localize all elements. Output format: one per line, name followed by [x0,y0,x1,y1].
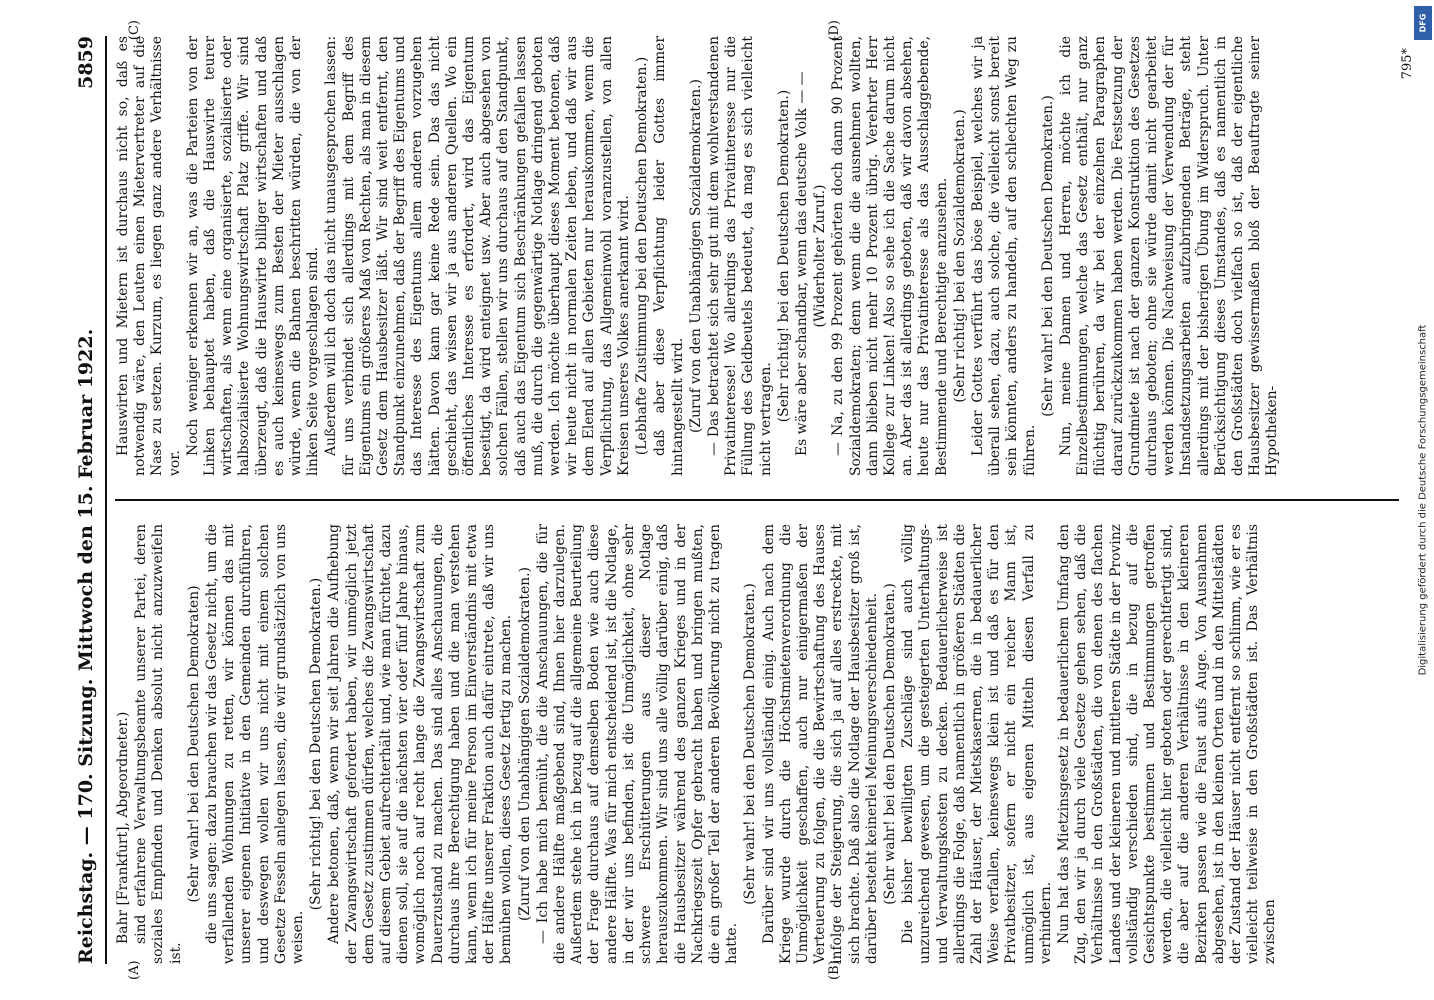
right-column-paragraph: Außerdem will ich doch das nicht unausgesprochen lassen: für uns verbindet sich allerdings mit dem Begriff des Eigentums ein größeres Maß von Rechten, als man in diesem Gesetz dem Hausbesitzer läßt. Wir sind weit entfernt, den Standpunkt einzunehmen, daß der Begriff des Eigentums und das Interesse des Eigentums allem anderen vorzugehen hätten. Davon kann gar keine Rede sein. Das das nicht geschieht, das wissen wir ja aus anderen Quellen. Wo ein öffentliches Interesse es erfordert, wird das Eigentum beseitigt, da wird enteignet usw. Aber auch abgesehen von solchen Fällen, stellen wir uns durchaus auf den Standpunkt, daß auch das Eigentum sich Beschränkungen gefallen lassen muß, die durch die gegenwärtige Notlage dringend geboten werden. Ich möchte überhaupt dieses Moment betonen, daß wir heute nicht in normalen Zeiten leben, und daß wir aus dem Elend auf allen Gebieten nur herauskommen, wenn die Verpflichtung, das Allgemeinwohl voranzustellen, von allen Kreisen unseres Volkes anerkannt wird. [323,36,632,476]
right-column-paragraph: (Sehr richtig! bei den Deutschen Demokraten.) [775,89,792,423]
right-column-paragraph: (Widerholter Zuruf.) [812,184,829,328]
left-column-paragraph: Die bisher bewilligten Zuschläge sind auch völlig unzureichend gewesen, um die gesteigerten Unterhaltungs- und Verwaltungskosten zu decken. Bedauerlicherweise ist allerdings die Folge, daß namentlich in größeren Städten die Zahl der Häuser, der Mietskasernen, die in bedauerlicher Weise verfallen, keineswegs klein ist und daß es für den Privatbesitzer, sofern er nicht ein reicher Mann ist, unmöglich ist, aus eigenen Mitteln diesen Verfall zu verhindern. [900,524,1054,964]
left-column-paragraph: Darüber sind wir uns vollständig einig. Auch nach dem Kriege wurde durch die Höchstmietenverordnung die Unmöglichkeit geschaffen, auch nur einigermaßen der Verteuerung zu folgen, die die Bewirtschaftung des Hauses infolge der Steigerung, die sich ja auf alles erstreckte, mit sich brachte. Daß also die Notlage der Hausbesitzer groß ist, darüber besteht keinerlei Meinungsverschiedenheit. [760,524,880,964]
left-column [115,524,1399,964]
dfg-badge [1414,6,1432,40]
marker-a: (A) [127,960,142,980]
digitization-text: Digitalisierung gefördert durch die Deutsche Forschungsgemeinschaft [1417,324,1429,676]
footer-mark: 795* [1400,48,1415,80]
right-column-paragraph: — Das betrachtet sich sehr gut mit dem wohlverstandenen Privatinteresse! Wo allerdings das Privatinteresse nur die Füllung des Geldbeutels bedeutet, da mag es sich vielleicht nicht vertragen. [705,36,774,476]
left-column-paragraph: Nun hat das Mietzinsgesetz in bedauerlichem Umfang den Zug, den wir ja durch viele Gesetze gehen sehen, daß die Verhältnisse in den Großstädten, die von denen des flachen Landes und der kleineren und mittleren Städte in der Provinz vollständig verschieden sind, die in bezug auf die Gesichtspunkte bestimmen und Bestimmungen getroffen werden, die vielleicht hier geboten oder gerechtfertigt sind, die aber auf die anderen Verhältnisse in den kleineren Bezirken passen wie die Faust aufs Auge. Von Ausnahmen abgesehen, ist in den kleinen Orten und in den Mittelstädten der Zustand der Häuser nicht entfernt so schlimm, wie er es vielleicht teilweise in den Großstädten ist. Das Verhältnis zwischen [1055,524,1279,964]
header-left: Reichstag. — 170. Sitzung. [75,678,97,964]
right-column-paragraph: (Sehr wahr! bei den Deutschen Demokraten.) [1039,95,1056,417]
right-column-paragraph: (Lebhafte Zustimmung bei den Deutschen Demokraten.) [634,56,651,456]
right-column-paragraph: Noch weniger erkennen wir an, was die Parteien von der Linken behauptet haben, daß die Hauswirte teurer wirtschaften, als wenn eine organisierte, sozialisierte oder halbsozialisierte Wohnungswirtschaft Platz griffe. Wir sind überzeugt, daß die Hauswirte billiger wirtschaften und daß es auch keineswegs zum Besten der Mieter ausschlagen würde, wenn die Bahnen beschritten würden, die von der linken Seite vorgeschlagen sind. [184,36,322,476]
right-column-paragraph: Hauswirten und Mietern ist durchaus nicht so, daß es notwendig wäre, den Leuten einen Mietervertreter auf die Nase zu setzen. Kurzum, es liegen ganz andere Verhältnisse vor. [115,36,183,476]
marker-c: (C) [127,20,142,41]
left-column-paragraph: (Sehr wahr! bei den Deutschen Demokraten.) [742,583,759,905]
right-column-paragraph: Es wäre aber schandbar, wenn das deutsche Volk — — [793,71,810,456]
rotated-document-page [57,20,1417,980]
left-column-paragraph: (Sehr wahr! bei den Deutschen Demokraten) [185,585,202,903]
right-column-paragraph: — Na, zu den 99 Prozent gehörten doch dann 90 Prozent Sozialdemokraten; denn wenn die die ausnehmen wollten, dann blieben nicht mehr 10 Prozent übrig. Verehrter Herr Kollege zur Linken! Also so sehe ich die Sache darum nicht an. Aber das ist allerdings geboten, daß wir davon absehen, heute nur das Privatinteresse als das Ausschlaggebende, Bestimmende und Berechtigte anzusehen. [830,36,950,476]
header-date: Mittwoch den 15. Februar 1922. [75,328,97,672]
left-column-paragraph: die uns sagen: dazu brauchen wir das Gesetz nicht, um die verfallenden Wohnungen zu retten, wir können das mit unserer eigenen Initiative in den Gemeinden durchführen, und deswegen wollen wir uns nicht mit einem solchen Gesetze Fesseln anlegen lassen, die wir grundsätzlich von uns weisen. [204,524,307,964]
left-column-paragraph: Andere betonen, daß, wenn wir seit Jahren die Aufhebung der Zwangswirtschaft gefordert haben, wir unmöglich jetzt dem Gesetz zustimmen dürfen, welches die Zwangswirtschaft auf diesem Gebiet aufrechterhält und, wie man fürchtet, dazu dienen soll, sie auf die nächsten vier oder fünf Jahre hinaus, womöglich noch auf recht lange die Zwangswirtschaft zum Dauerzustand zu machen. Das sind alles Anschauungen, die durchaus ihre Berechtigung haben und die man verstehen kann, wenn ich für meine Person im Einverständnis mit etwa der Hälfte unserer Fraktion auch dafür eintrete, daß wir uns bemühen wollen, dieses Gesetz fertig zu machen. [326,524,515,964]
right-column-paragraph: Leider Gottes verführt das böse Beispiel, welches wir ja überall sehen, dazu, auch solche, die vielleicht sonst bereit sein könnten, anders zu handeln, auf den schlechten Weg zu führen. [969,36,1038,476]
page-number: 5859 [75,36,97,89]
left-column-paragraph: Bahr [Frankfurt], Abgeordneter.) [115,711,131,944]
left-column-paragraph: — Ich habe mich bemüht, die die Anschauungen, die für die andere Hälfte maßgebend sind, Ihnen hier darzulegen. Außerdem stehe ich in bezug auf die allgemeine Beurteilung der Frage durchaus auf demselben Boden wie auch diese andere Hälfte. Was für mich entscheidend ist, ist die Notlage, in der wir uns befinden, ist die Unmöglichkeit, ohne sehr schwere Erschütterungen aus dieser Notlage herauszukommen. Wir sind uns alle völlig darüber einig, daß die Hausbesitzer während des ganzen Krieges und in der Nachkriegszeit Opfer gebracht haben und bringen mußten, die ein großer Teil der anderen Bevölkerung nicht zu tragen hatte. [534,524,741,964]
marker-d: (D) [827,20,842,41]
right-column-paragraph: (Sehr richtig! bei den Sozialdemokraten.) [951,109,968,403]
right-column [115,36,1399,476]
dfg-badge-text: DFG [1418,13,1428,33]
right-column-paragraph: (Zuruf von den Unabhängigen Sozialdemokraten.) [687,79,704,433]
right-column-paragraph: daß aber diese Verpflichtung leider Gottes immer hintangestellt wird. [652,36,686,476]
page-header [69,36,107,964]
digitization-note [1412,10,1434,990]
left-column-paragraph: (Sehr wahr! bei den Deutschen Demokraten.) [881,583,898,905]
left-column-paragraph: (Sehr richtig! bei den Deutschen Demokraten.) [308,577,325,911]
marker-b: (B) [827,960,842,980]
right-column-paragraph: Nun, meine Damen und Herren, möchte ich die Einzelbestimmungen, welche das Gesetz enthält, nur ganz flüchtig berühren, da wir bei der einzelnen Paragraphen darauf zurückzukommen haben werden. Die Festsetzung der Grundmiete ist nach der ganzen Konstruktion des Gesetzes durchaus geboten; ohne sie würde damit nicht gearbeitet werden können. Die Nachweisung der Verwendung der für Instandsetzungsarbeiten aufzubringenden Beträge, steht allerdings mit der bisherigen Übung im Widerspruch. Unter Berücksichtigung dieses Umstandes, daß es namentlich in den Großstädten doch vielfach so ist, daß der eigentliche Hausbesitzer gewissermaßen bloß der Beauftragte seiner Hypotheken- [1057,36,1281,476]
left-column-paragraph: sind erfahrene Verwaltungsbeamte unserer Partei, deren soziales Empfinden und Denken absolut nicht anzuzweifeln ist. [133,524,184,964]
column-divider [115,500,1399,502]
left-column-paragraph: (Zuruf von den Unabhängigen Sozialdemokraten.) [516,567,533,921]
